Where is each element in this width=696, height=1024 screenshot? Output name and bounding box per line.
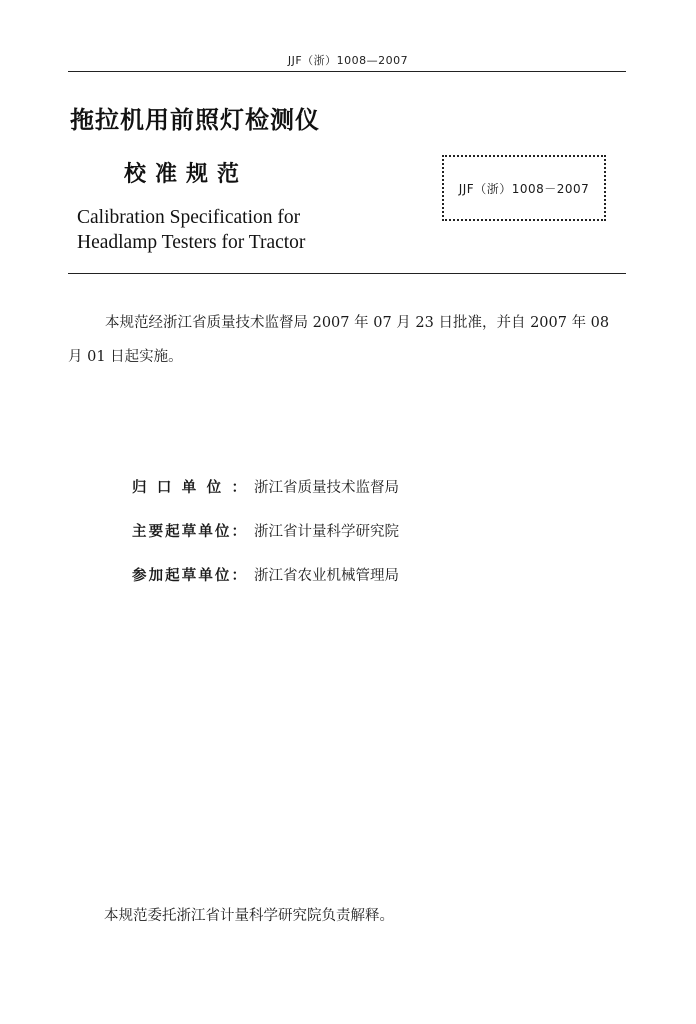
org-label-responsible: 归口单位： — [132, 480, 246, 496]
org-row-main-drafter — [132, 520, 399, 541]
standard-code-box — [442, 155, 606, 221]
header-standard-code: JJF（浙）1008—2007 — [287, 54, 409, 67]
title-english-line-1: Calibration Specification for — [77, 207, 301, 228]
org-value-responsible: 浙江省质量技术监督局 — [254, 480, 399, 496]
header-divider — [68, 71, 626, 72]
org-value-participating-drafter: 浙江省农业机械管理局 — [254, 568, 399, 584]
title-english — [77, 205, 305, 255]
title-english-line-2: Headlamp Testers for Tractor — [77, 232, 306, 253]
title-chinese-main: 拖拉机用前照灯检测仪 — [70, 106, 320, 134]
org-label-main-drafter: 主要起草单位： — [132, 524, 246, 540]
org-row-participating-drafter — [132, 564, 399, 585]
interpretation-note: 本规范委托浙江省计量科学研究院负责解释。 — [104, 908, 394, 924]
title-divider — [68, 273, 626, 274]
title-chinese-sub: 校准规范 — [124, 162, 249, 187]
org-row-responsible — [132, 476, 399, 497]
org-value-main-drafter: 浙江省计量科学研究院 — [254, 524, 399, 540]
approval-statement: 本规范经浙江省质量技术监督局 2007 年 07 月 23 日批准，并自 2007 年 08 月 01 日起实施。 — [68, 315, 610, 365]
org-label-participating-drafter: 参加起草单位： — [132, 568, 246, 584]
standard-code-text: JJF（浙）1008－2007 — [458, 181, 590, 196]
